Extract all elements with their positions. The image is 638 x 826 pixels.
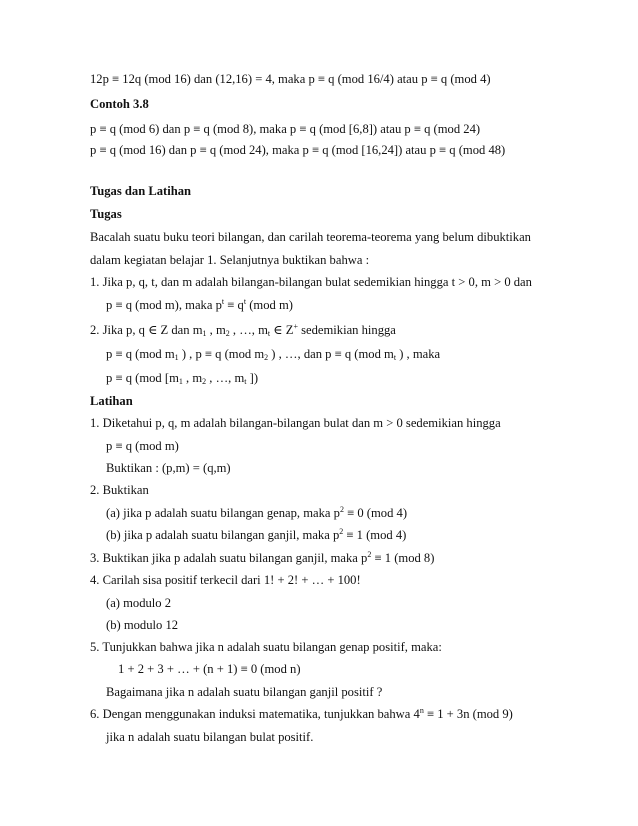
exercise-item-6: 6. Dengan menggunakan induksi matematika, tunjukkan bahwa $4^n \equiv 1 + 3n$ (mod 9) — [90, 706, 513, 721]
example-line-1: p ≡ q (mod 6) dan p ≡ q (mod 8), maka p ≡ q (mod [6,8]) atau p ≡ q (mod 24) — [90, 122, 481, 136]
task-item-2: 2. Jika p, q ∈ Z dan $m_1$ , $m_2$ , …, $m_t$ ∈ Z+ sedemikian hingga — [90, 322, 396, 338]
task-item-2-conclusion: p ≡ q (mod [$m_1$ , $m_2$ , …, $m_t$ ]) — [106, 371, 259, 386]
exercise-item-2a: (a) jika p adalah suatu bilangan genap, maka $p^2 \equiv 0$ (mod 4) — [106, 505, 408, 520]
task-item-1-continued: p ≡ q (mod m), maka $p^t \equiv q^t$ (mod m) — [106, 297, 293, 312]
heading-contoh-3-8: Contoh 3.8 — [90, 97, 149, 111]
exercise-item-1: 1. Diketahui p, q, m adalah bilangan-bilangan bulat dan m > 0 sedemikian hingga — [90, 416, 501, 430]
paragraph-line-2: dalam kegiatan belajar 1. Selanjutnya buktikan bahwa : — [90, 253, 370, 267]
exercise-item-4b: (b) modulo 12 — [106, 618, 179, 632]
exercise-item-5-question: Bagaimana jika n adalah suatu bilangan ganjil positif ? — [106, 685, 383, 699]
exercise-item-5: 5. Tunjukkan bahwa jika n adalah suatu bilangan genap positif, maka: — [90, 640, 442, 654]
exercise-item-4a: (a) modulo 2 — [106, 596, 172, 610]
exercise-item-5-formula: 1 + 2 + 3 + … + (n + 1) ≡ 0 (mod n) — [118, 662, 301, 676]
section-heading-tugas-dan-latihan: Tugas dan Latihan — [90, 184, 192, 198]
paragraph-line-1: Bacalah suatu buku teori bilangan, dan carilah teorema-teorema yang belum dibuktikan — [90, 230, 531, 244]
exercise-item-2b: (b) jika p adalah suatu bilangan ganjil, maka $p^2 \equiv 1$ (mod 4) — [106, 527, 407, 542]
subheading-latihan: Latihan — [90, 394, 133, 408]
exercise-item-6-continued: jika n adalah suatu bilangan bulat positif. — [106, 730, 314, 744]
exercise-item-2: 2. Buktikan — [90, 483, 149, 497]
exercise-item-1-congruence: p ≡ q (mod m) — [106, 439, 179, 453]
example-line-2: p ≡ q (mod 16) dan p ≡ q (mod 24), maka p ≡ q (mod [16,24]) atau p ≡ q (mod 48) — [90, 143, 506, 157]
exercise-item-3: 3. Buktikan jika p adalah suatu bilangan ganjil, maka $p^2 \equiv 1$ (mod 8) — [90, 550, 435, 565]
task-item-2-condition: p ≡ q (mod $m_1$ ) , p ≡ q (mod $m_2$ ) , …, dan p ≡ q (mod $m_t$ ) , maka — [106, 347, 441, 362]
subheading-tugas: Tugas — [90, 207, 122, 221]
exercise-item-1-prove: Buktikan : (p,m) = (q,m) — [106, 461, 231, 475]
text-line-mod-16: 12p ≡ 12q (mod 16) dan (12,16) = 4, maka p ≡ q (mod 16/4) atau p ≡ q (mod 4) — [90, 72, 491, 86]
task-item-1: 1. Jika p, q, t, dan m adalah bilangan-bilangan bulat sedemikian hingga t > 0, m > 0 dan — [90, 275, 532, 289]
exercise-item-4: 4. Carilah sisa positif terkecil dari 1! + 2! + … + 100! — [90, 573, 361, 587]
